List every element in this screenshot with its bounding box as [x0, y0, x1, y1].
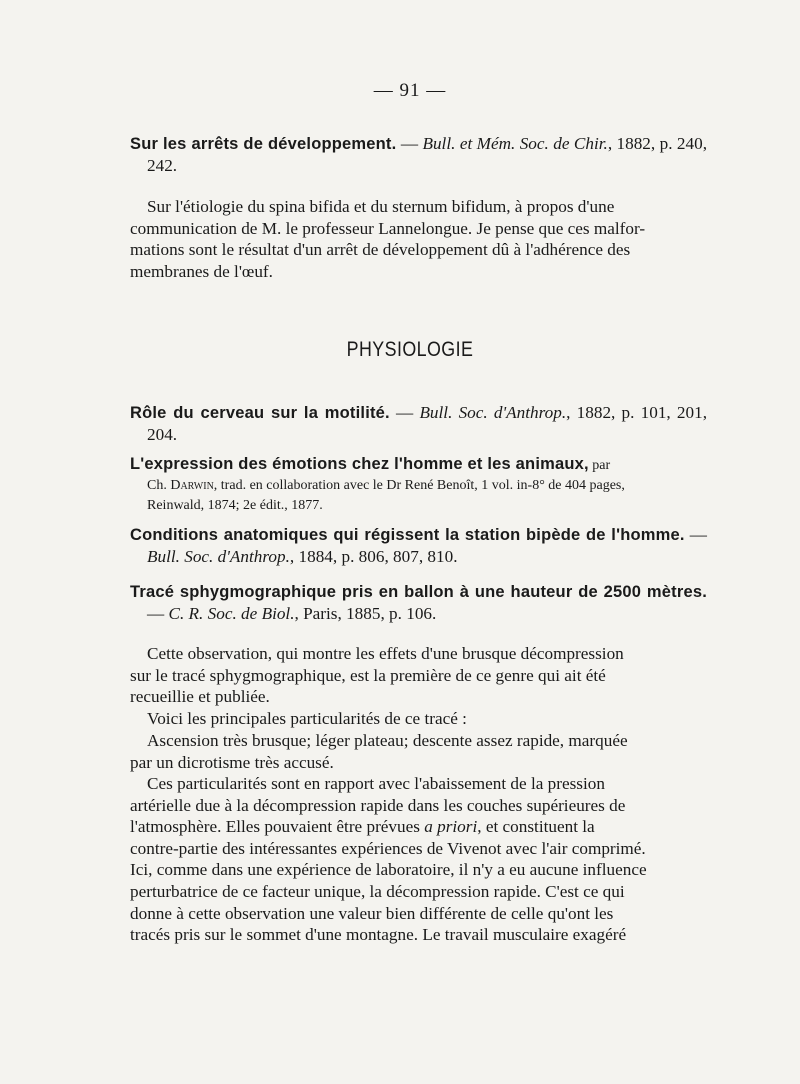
- dash: —: [684, 525, 707, 544]
- dash: —: [389, 403, 420, 422]
- text-line: mations sont le résultat d'un arrêt de développement dû à l'adhérence des: [130, 240, 631, 260]
- text-italic: a priori: [424, 817, 478, 837]
- paragraph-ascension: [130, 730, 690, 773]
- entry-ref: Bull. Soc. d'Anthrop.: [419, 403, 567, 422]
- text-line: recueillie et publiée.: [130, 687, 270, 707]
- paragraph-etiologie: [130, 196, 690, 282]
- entry-ref: C. R. Soc. de Biol.: [168, 604, 295, 623]
- text-line: Ici, comme dans une expérience de laboratoire, il n'y a eu aucune influence: [130, 860, 647, 880]
- author-name: Darwin: [170, 478, 214, 493]
- text-line: tracés pris sur le sommet d'une montagne. Le travail musculaire exagéré: [130, 925, 627, 945]
- dash: —: [147, 604, 169, 623]
- entry-title: Rôle du cerveau sur la motilité.: [130, 404, 390, 422]
- entry-rest: , 1884, p. 806, 807, 810.: [289, 547, 458, 566]
- entry-par: par: [588, 458, 611, 473]
- bib-entry-cerveau: [130, 402, 707, 446]
- dash: —: [396, 134, 423, 153]
- entry-line: , trad. en collaboration avec le Dr René Benoît, 1 vol. in-8° de 404 pages,: [213, 478, 625, 493]
- bib-entry-trace: [130, 581, 707, 625]
- entry-line: Reinwald, 1874; 2e édit., 1877.: [147, 498, 323, 513]
- text-segment: l'atmosphère. Elles pouvaient être prévues: [130, 817, 420, 837]
- entry-rest: , Paris, 1885, p. 106.: [294, 604, 437, 623]
- text-line: Ascension très brusque; léger plateau; descente assez rapide, marquée: [147, 731, 628, 750]
- text-line: communication de M. le professeur Lannelongue. Je pense que ces malfor-: [130, 218, 646, 238]
- bib-entry-expression: [130, 453, 690, 516]
- entry-ref: Bull. et Mém. Soc. de Chir.: [422, 134, 608, 153]
- text-line: Voici les principales particularités de ce tracé :: [147, 709, 467, 728]
- text-line: Ces particularités sont en rapport avec l'abaissement de la pression: [147, 774, 605, 793]
- text-line: Sur l'étiologie du spina bifida et du sternum bifidum, à propos d'une: [147, 197, 615, 216]
- bib-entry-conditions: [130, 524, 707, 568]
- entry-line: Ch.: [147, 478, 171, 493]
- paragraph-observation: [130, 643, 690, 708]
- entry-ref: Bull. Soc. d'Anthrop.: [147, 547, 290, 566]
- entry-rest: , 1882, p. 101, 201, 204.: [147, 403, 707, 444]
- text-line: sur le tracé sphygmographique, est la première de ce genre qui ait été: [130, 665, 606, 685]
- paragraph-voici: [130, 708, 690, 730]
- text-line: membranes de l'œuf.: [130, 261, 273, 281]
- entry-title: Sur les arrêts de développement.: [130, 135, 397, 153]
- entry-title: Tracé sphygmographique pris en ballon à une hauteur de 2500 mètres.: [130, 583, 707, 601]
- paragraph-particularites: [130, 773, 690, 946]
- entry-title: L'expression des émotions chez l'homme et les animaux,: [130, 455, 589, 473]
- text-line: Cette observation, qui montre les effets d'une brusque décompression: [147, 644, 624, 663]
- text-line: perturbatrice de ce facteur unique, la décompression rapide. C'est ce qui: [130, 881, 625, 901]
- entry-title: Conditions anatomiques qui régissent la station bipède de l'homme.: [130, 526, 685, 544]
- text-line: donne à cette observation une valeur bien différente de celle qu'ont les: [130, 903, 614, 923]
- text-line: contre-partie des intéressantes expériences de Vivenot avec l'air comprimé.: [130, 838, 646, 858]
- bib-entry-arrets: [130, 133, 707, 177]
- text-line-mixed: [130, 816, 690, 838]
- section-heading: PHYSIOLOGIE: [346, 338, 474, 361]
- entry-rest: , 1882, p. 240, 242.: [147, 134, 708, 175]
- text-segment: , et constituent la: [477, 817, 595, 837]
- text-line: artérielle due à la décompression rapide dans les couches supérieures de: [130, 795, 626, 815]
- page-number: — 91 —: [373, 80, 447, 101]
- text-line: par un dicrotisme très accusé.: [130, 752, 334, 772]
